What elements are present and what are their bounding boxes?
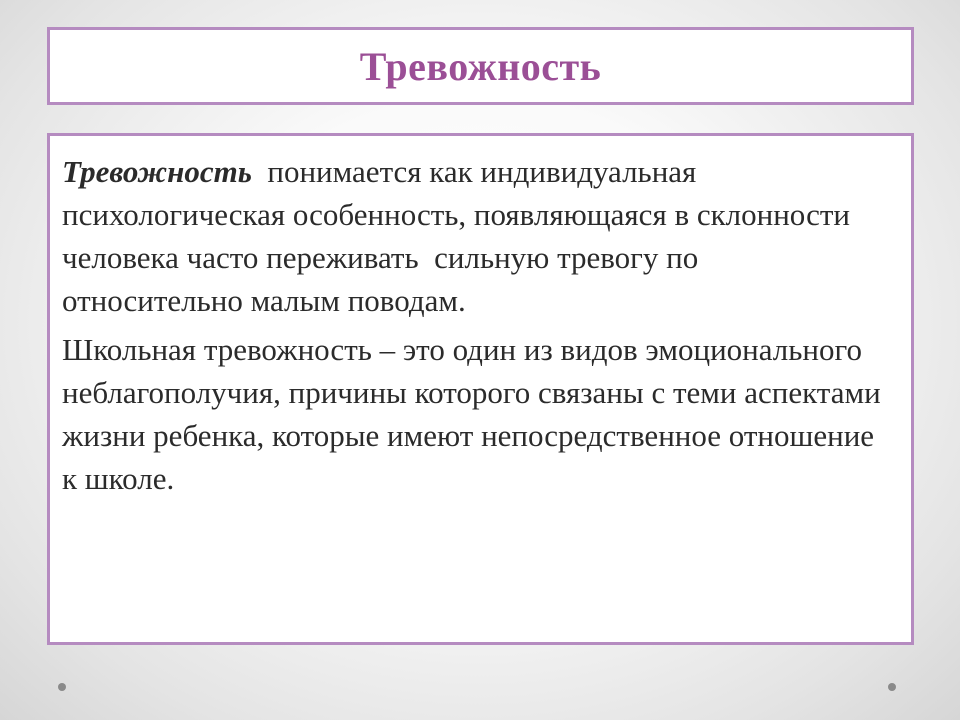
- content-box: [47, 133, 914, 645]
- bullet-dot-icon: [888, 683, 896, 691]
- bullet-dot-icon: [58, 683, 66, 691]
- term-highlight: Тревожность: [62, 154, 252, 189]
- title-box: [47, 27, 914, 105]
- paragraph-definition: [62, 150, 881, 322]
- slide-title: Тревожность: [359, 43, 602, 89]
- content-body: [50, 136, 911, 500]
- definition-text: понимается как индивидуальная психологическая особенность, появляющаяся в склонности человека часто переживать сильную тревогу по относительно малым поводам.: [62, 154, 858, 318]
- paragraph-school-anxiety: Школьная тревожность – это один из видов эмоционального неблагополучия, причины которого связаны с теми аспектами жизни ребенка, которые имеют непосредственное отношение к школе.: [62, 332, 881, 496]
